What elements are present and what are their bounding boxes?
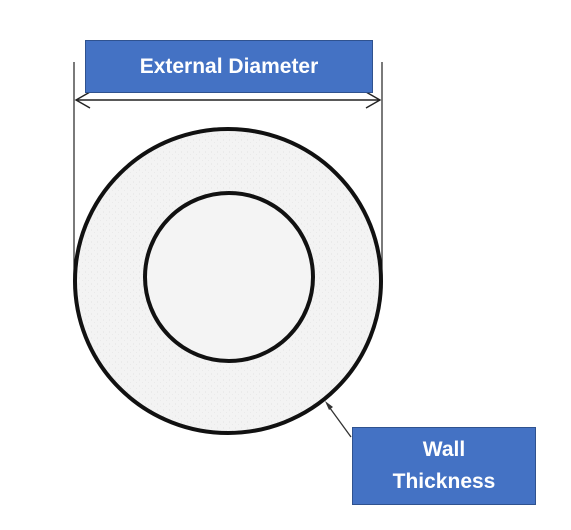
wall-thickness-label-line2: Thickness <box>392 470 496 493</box>
wall-thickness-leader-line <box>327 404 351 437</box>
wall-thickness-label-line1: Wall <box>422 438 466 461</box>
external-diameter-label: External Diameter <box>85 40 373 93</box>
wall-thickness-label <box>352 427 536 505</box>
wall-thickness-leader-arrowhead <box>325 401 333 410</box>
inner-circle <box>145 193 313 361</box>
